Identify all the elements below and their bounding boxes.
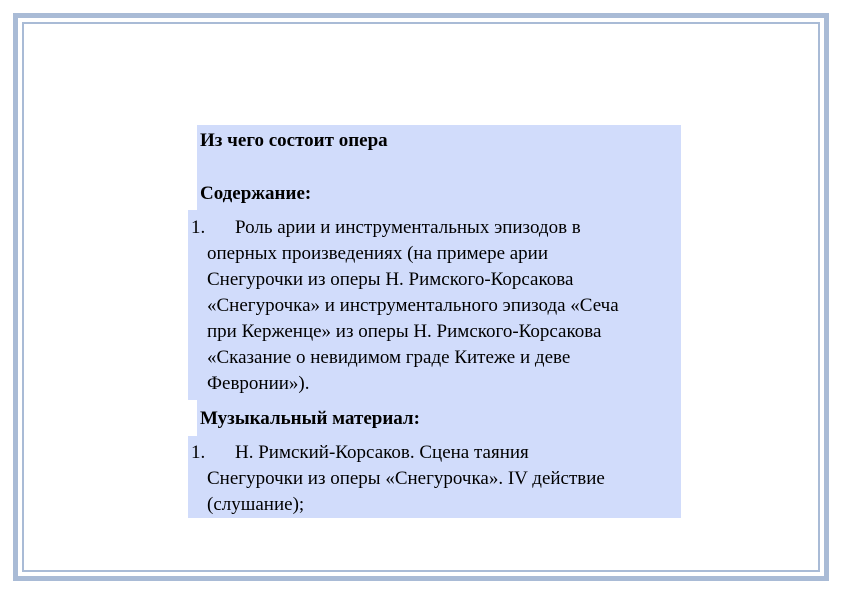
content-item-number: 1. bbox=[191, 217, 206, 238]
content-heading: Содержание: bbox=[200, 183, 312, 204]
content-item-line: оперных произведениях (на примере арии bbox=[207, 243, 549, 264]
material-item-number: 1. bbox=[191, 442, 206, 463]
content-item-line: Февронии»). bbox=[207, 373, 310, 394]
content-item-line: при Керженце» из оперы Н. Римского-Корсакова bbox=[207, 321, 602, 342]
material-item-line: Снегурочки из оперы «Снегурочка». IV действие bbox=[207, 468, 605, 489]
material-item-text bbox=[207, 440, 605, 518]
content-item-line: «Сказание о невидимом граде Китеже и деве bbox=[207, 347, 571, 368]
material-heading: Музыкальный материал: bbox=[200, 408, 420, 429]
content-item-line: Роль арии и инструментальных эпизодов в bbox=[235, 217, 581, 238]
content-item-text bbox=[207, 215, 619, 397]
page-title: Из чего состоит опера bbox=[200, 130, 388, 151]
material-item-line: Н. Римский-Корсаков. Сцена таяния bbox=[235, 442, 529, 463]
material-item-line: (слушание); bbox=[207, 494, 305, 515]
content-item-line: «Снегурочка» и инструментального эпизода «Сеча bbox=[207, 295, 619, 316]
content-item-line: Снегурочки из оперы Н. Римского-Корсакова bbox=[207, 269, 574, 290]
